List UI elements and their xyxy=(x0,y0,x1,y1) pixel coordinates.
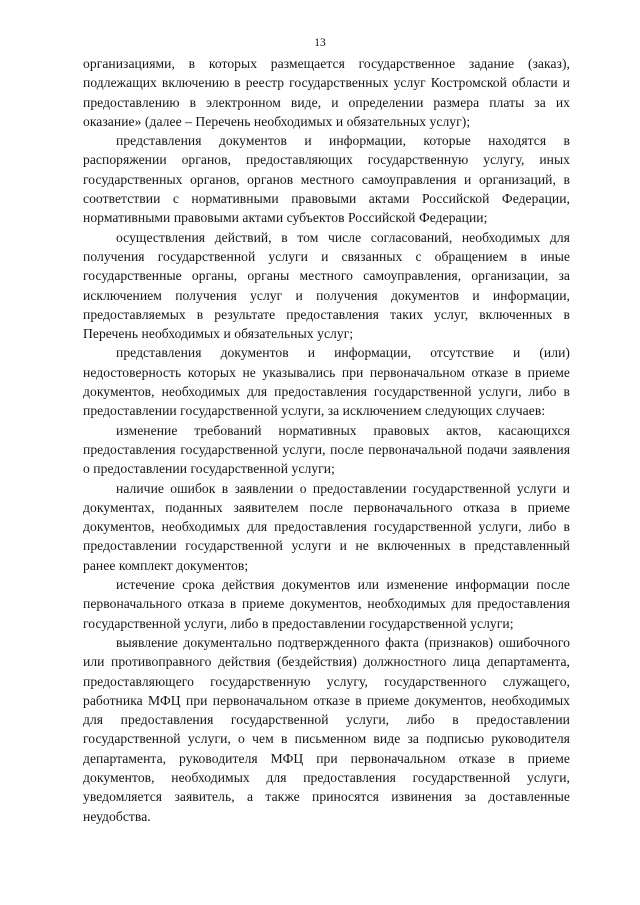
paragraph-continuation: организациями, в которых размещается государственное задание (заказ), подлежащих включению в реестр государственных услуг Костромской области и предоставлению в электронном виде, и определении размера платы за их оказание» (далее – Перечень необходимых и обязательных услуг); xyxy=(83,56,570,129)
paragraph-actions-approvals: осуществления действий, в том числе согласований, необходимых для получения государственной услуги и связанных с обращением в иные государственные органы, органы местного самоуправления, организации, за исключением получения услуг и получения документов и информации, предоставляемых в результате предоставления таких услуг, включенных в Перечень необходимых и обязательных услуг; xyxy=(83,229,570,342)
list-item-erroneous-action: выявление документально подтвержденного факта (признаков) ошибочного или противоправного действия (бездействия) должностного лица департамента, предоставляющего государственную услугу, государственного служащего, работника МФЦ при первоначальном отказе в приеме документов, необходимых для предоставления государственной услуги, либо в предоставлении государственной услуги, о чем в письменном виде за подписью руководителя департамента, руководителя МФЦ при первоначальном отказе в приеме документов, необходимых для предоставления государственной услуги, уведомляется заявитель, а также приносятся извинения за доставленные неудобства. xyxy=(83,634,570,824)
list-item-errors-in-application: наличие ошибок в заявлении о предоставлении государственной услуги и документах, поданных заявителем после первоначального отказа в приеме документов, необходимых для предоставления государственной услуги, либо в предоставлении государственной услуги и не включенных в представленный ранее комплект документов; xyxy=(83,480,570,573)
paragraph-documents-in-possession: представления документов и информации, которые находятся в распоряжении органов, предоставляющих государственную услугу, иных государственных органов, органов местного самоуправления и организаций, в соответствии с нормативными правовыми актами Российской Федерации, нормативными правовыми актами субъектов Российской Федерации; xyxy=(83,133,570,226)
list-item-document-expiry: истечение срока действия документов или изменение информации после первоначального отказа в приеме документов, необходимых для предоставления государственной услуги, либо в предоставлении государственной услуги; xyxy=(83,577,570,631)
document-body xyxy=(83,54,570,826)
paragraph-documents-not-indicated: представления документов и информации, отсутствие и (или) недостоверность которых не указывались при первоначальном отказе в приеме документов, необходимых для предоставления государственной услуги, либо в предоставлении государственной услуги, за исключением следующих случаев: xyxy=(83,345,570,419)
page-number: 13 xyxy=(314,37,326,49)
list-item-requirements-change: изменение требований нормативных правовых актов, касающихся предоставления государственной услуги, после первоначальной подачи заявления о предоставлении государственной услуги; xyxy=(83,422,570,477)
